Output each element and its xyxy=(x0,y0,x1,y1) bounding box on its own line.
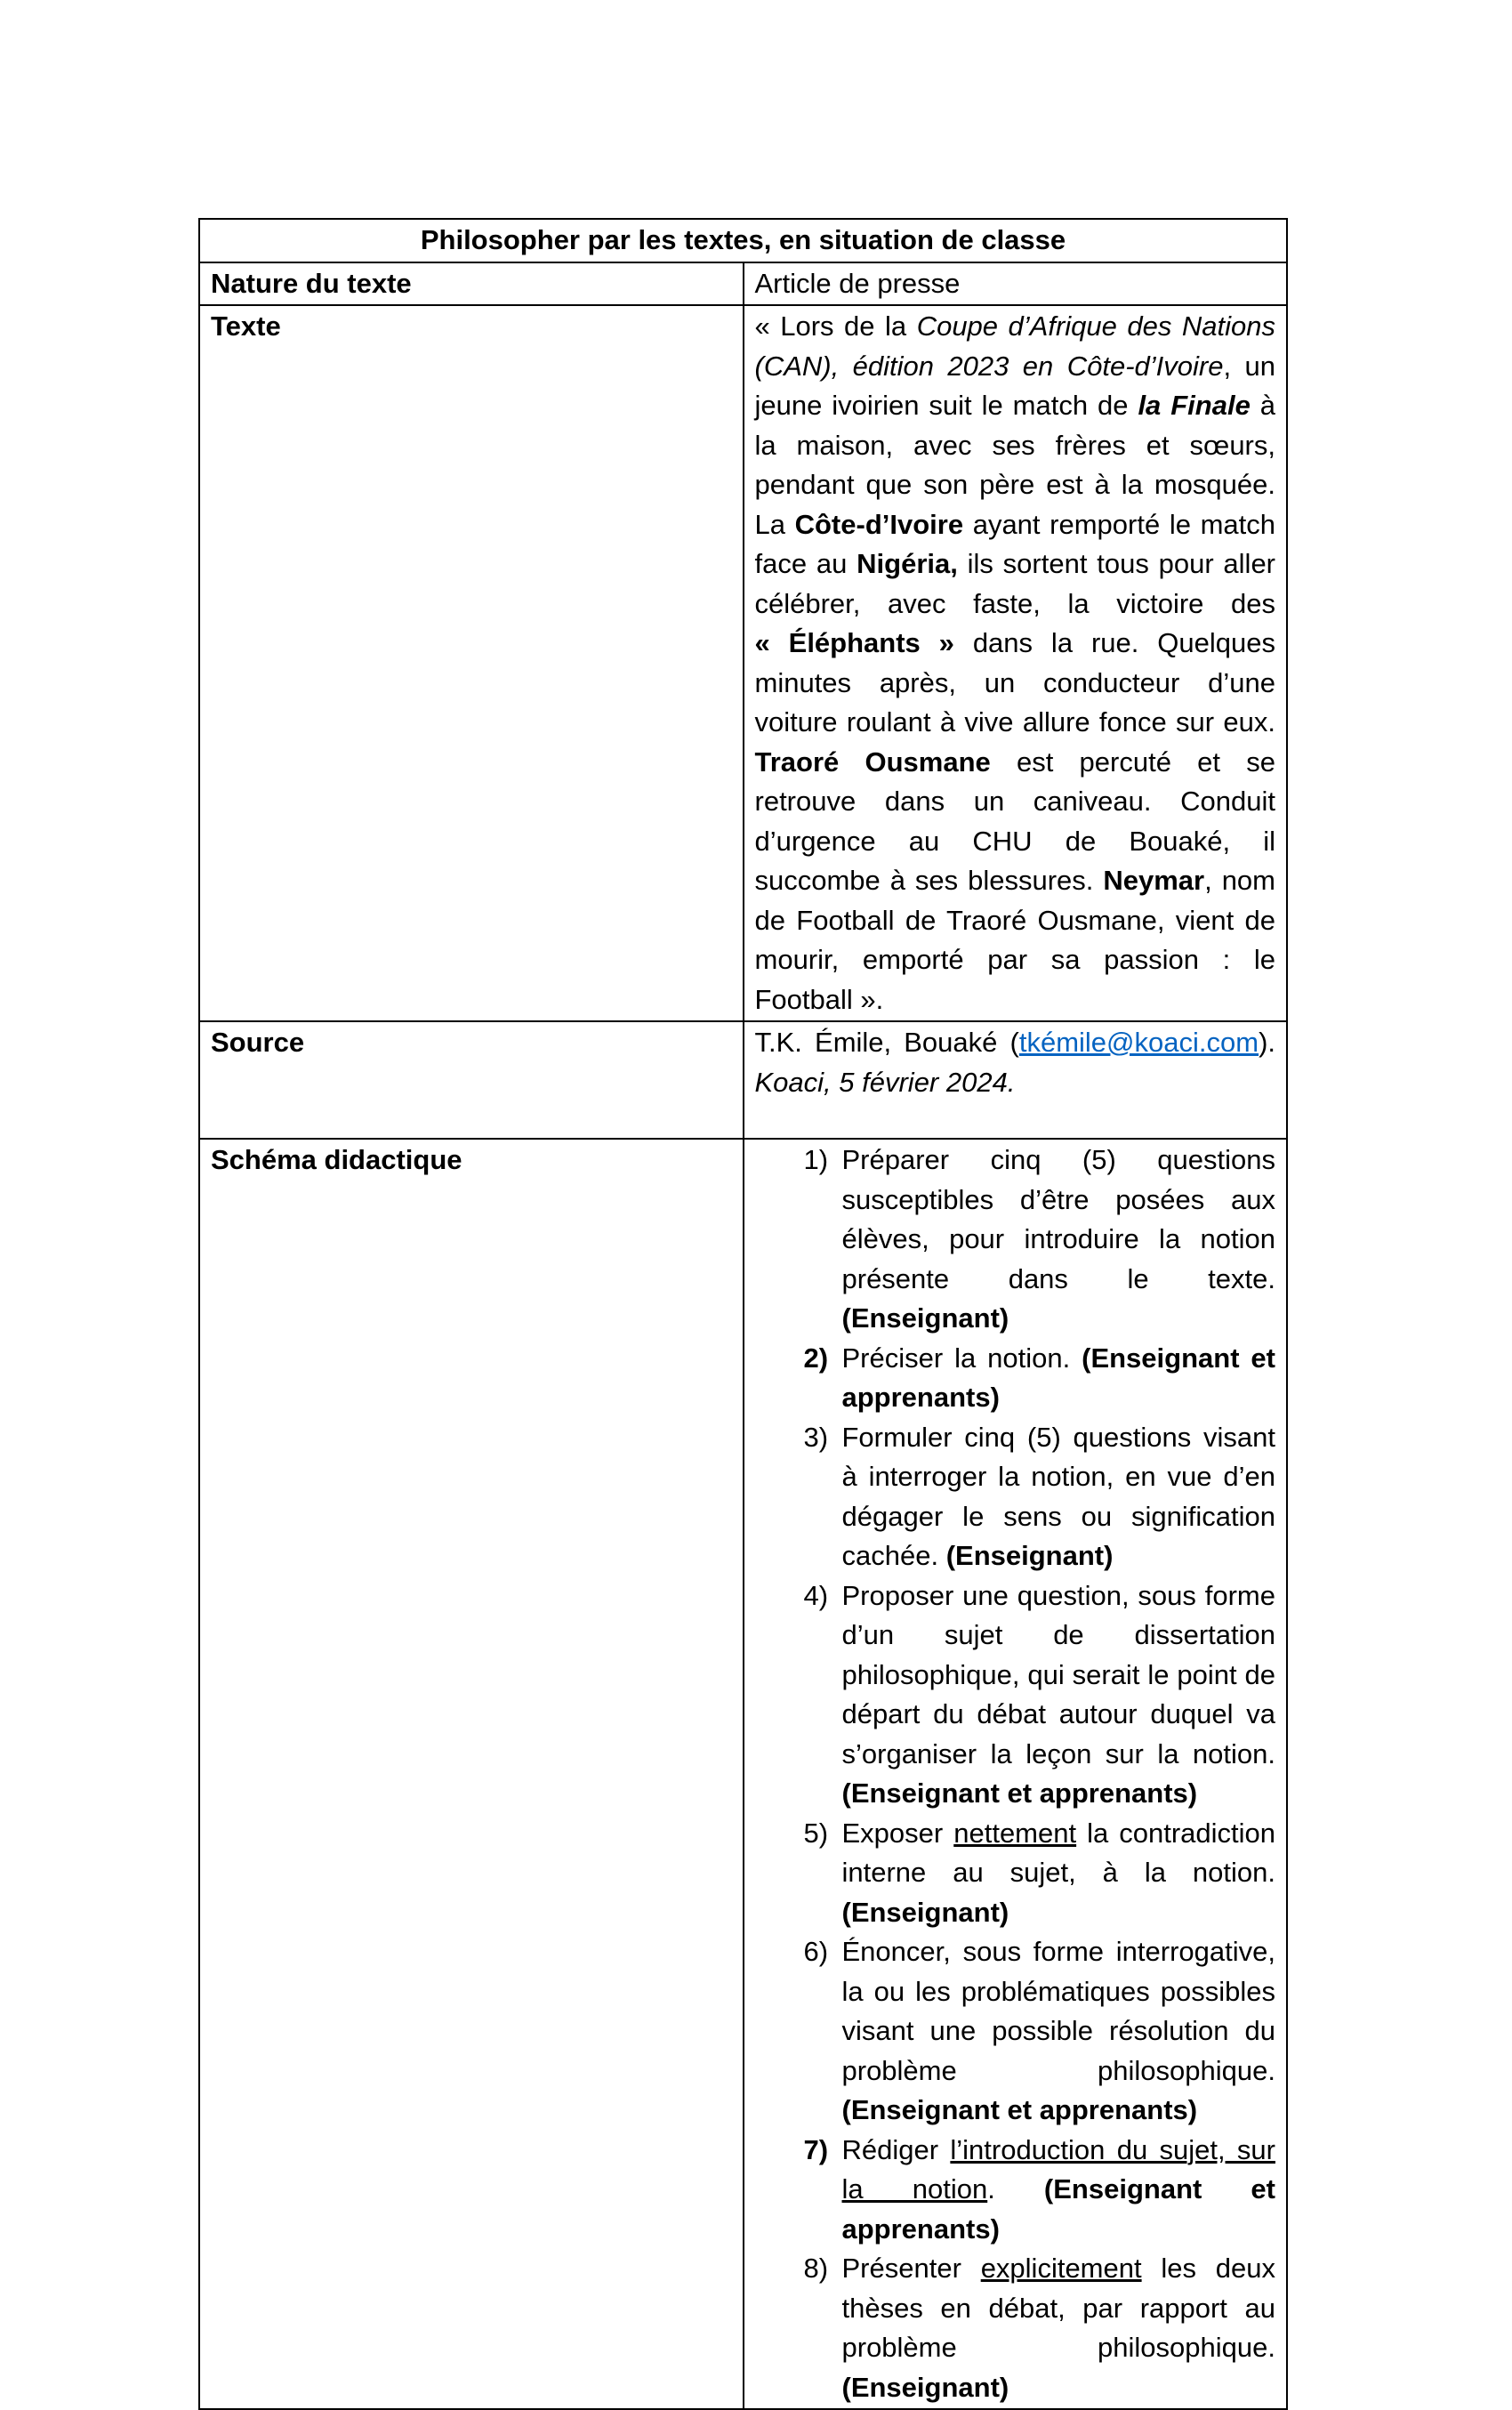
list-item-number: 5) xyxy=(803,1817,829,1849)
text-segment: « Éléphants » xyxy=(754,627,954,658)
text-segment: (Enseignant) xyxy=(945,1540,1114,1571)
schema-list-item xyxy=(755,1932,1276,2131)
text-segment: Rédiger xyxy=(841,2133,951,2165)
text-segment: ayant remporté le match face au xyxy=(754,508,1275,579)
text-segment: Traoré Ousmane xyxy=(754,746,991,778)
text-segment: (Enseignant) xyxy=(841,1896,1009,1928)
text-segment: Formuler cinq (5) questions visant à interroger la notion, en vue d’en dégager le sens ou signification cachée. xyxy=(841,1421,1275,1571)
nature-label: Nature du texte xyxy=(199,262,744,306)
text-segment: (Enseignant et apprenants) xyxy=(841,2173,1275,2245)
source-email-link[interactable]: tkémile@koaci.com xyxy=(1018,1027,1259,1058)
text-segment: explicitement xyxy=(980,2253,1142,2284)
list-item-number: 2) xyxy=(803,1342,829,1374)
table-row-schema xyxy=(199,1139,1287,2409)
text-segment: ils sortent tous pour aller célébrer, avec faste, la victoire des xyxy=(754,548,1276,619)
text-segment: (Enseignant) xyxy=(841,1302,1009,1334)
list-item-number: 4) xyxy=(803,1579,829,1611)
schema-list-item xyxy=(755,1814,1276,1933)
nature-value: Article de presse xyxy=(744,262,1288,306)
text-segment: (Enseignant et apprenants) xyxy=(841,1777,1198,1809)
text-segment: T.K. Émile, Bouaké ( xyxy=(754,1027,1019,1058)
list-item-number: 3) xyxy=(803,1421,829,1453)
schema-list-item xyxy=(755,1576,1276,1814)
text-segment: ). xyxy=(1259,1027,1275,1058)
list-item-number: 1) xyxy=(803,1144,829,1175)
texte-label: Texte xyxy=(199,305,744,1021)
schema-list-item xyxy=(755,1418,1276,1576)
text-segment: . xyxy=(987,2173,1044,2204)
texte-paragraph xyxy=(744,305,1288,1021)
text-segment: Koaci, 5 février 2024. xyxy=(754,1066,1016,1098)
text-segment: la Finale xyxy=(1138,390,1251,421)
text-segment: les deux thèses en débat, par rapport au problème philosophique. xyxy=(841,2253,1276,2363)
didactic-table xyxy=(198,218,1288,2410)
table-row-title xyxy=(199,219,1287,262)
schema-label: Schéma didactique xyxy=(199,1139,744,2409)
schema-list-item xyxy=(755,2131,1276,2250)
text-segment: dans la rue. Quelques minutes après, un conducteur d’une voiture roulant à vive allure fonce sur eux. xyxy=(754,627,1275,738)
text-segment: Neymar xyxy=(1103,865,1205,896)
table-row-nature xyxy=(199,262,1287,306)
text-segment: (Enseignant et apprenants) xyxy=(841,2094,1198,2125)
list-item-number: 8) xyxy=(803,2253,829,2284)
text-segment: « Lors de la xyxy=(754,310,917,342)
source-label: Source xyxy=(199,1021,744,1139)
text-segment: Préciser la notion. xyxy=(841,1342,1082,1374)
text-segment: la contradiction interne au sujet, à la notion. xyxy=(841,1817,1276,1888)
text-segment: Coupe d’Afrique des Nations (CAN), édition 2023 en Côte-d’Ivoire xyxy=(754,310,1275,382)
text-segment: Exposer xyxy=(841,1817,954,1849)
text-segment: (Enseignant) xyxy=(841,2371,1009,2403)
text-segment: Proposer une question, sous forme d’un sujet de dissertation philosophique, qui serait le point de départ du débat autour duquel va s’organiser la leçon sur la notion. xyxy=(841,1579,1275,1769)
text-segment: l’introduction du sujet, sur la notion xyxy=(841,2133,1275,2204)
text-segment: Nigéria, xyxy=(857,548,958,579)
text-segment: à la maison, avec ses frères et sœurs, pendant que son père est à la mosquée. La xyxy=(754,390,1275,540)
text-segment: Côte-d’Ivoire xyxy=(794,508,964,540)
text-segment: , nom de Football de Traoré Ousmane, vient de mourir, emporté par sa passion : le Football ». xyxy=(754,865,1275,1015)
text-segment: Préparer cinq (5) questions susceptibles d’être posées aux élèves, pour introduire la notion présente dans le texte. xyxy=(841,1144,1275,1294)
source-text xyxy=(744,1021,1288,1139)
table-row-texte xyxy=(199,305,1287,1021)
text-segment: (Enseignant et apprenants) xyxy=(841,1342,1275,1413)
table-title: Philosopher par les textes, en situation de classe xyxy=(199,219,1287,262)
schema-list-item xyxy=(755,1339,1276,1418)
list-item-number: 7) xyxy=(803,2133,829,2165)
list-item-number: 6) xyxy=(803,1936,829,1967)
schema-list-item xyxy=(755,2249,1276,2407)
text-segment: , un jeune ivoirien suit le match de xyxy=(754,350,1275,421)
schema-list-item xyxy=(755,1141,1276,1339)
schema-list xyxy=(744,1139,1288,2409)
text-segment: nettement xyxy=(953,1817,1077,1849)
text-segment: Énoncer, sous forme interrogative, la ou les problématiques possibles visant une possible résolution du problème philosophique. xyxy=(841,1936,1275,2086)
table-row-source xyxy=(199,1021,1287,1139)
text-segment: est percuté et se retrouve dans un caniveau. Conduit d’urgence au CHU de Bouaké, il succombe à ses blessures. xyxy=(754,746,1275,896)
text-segment: Présenter xyxy=(841,2253,981,2284)
